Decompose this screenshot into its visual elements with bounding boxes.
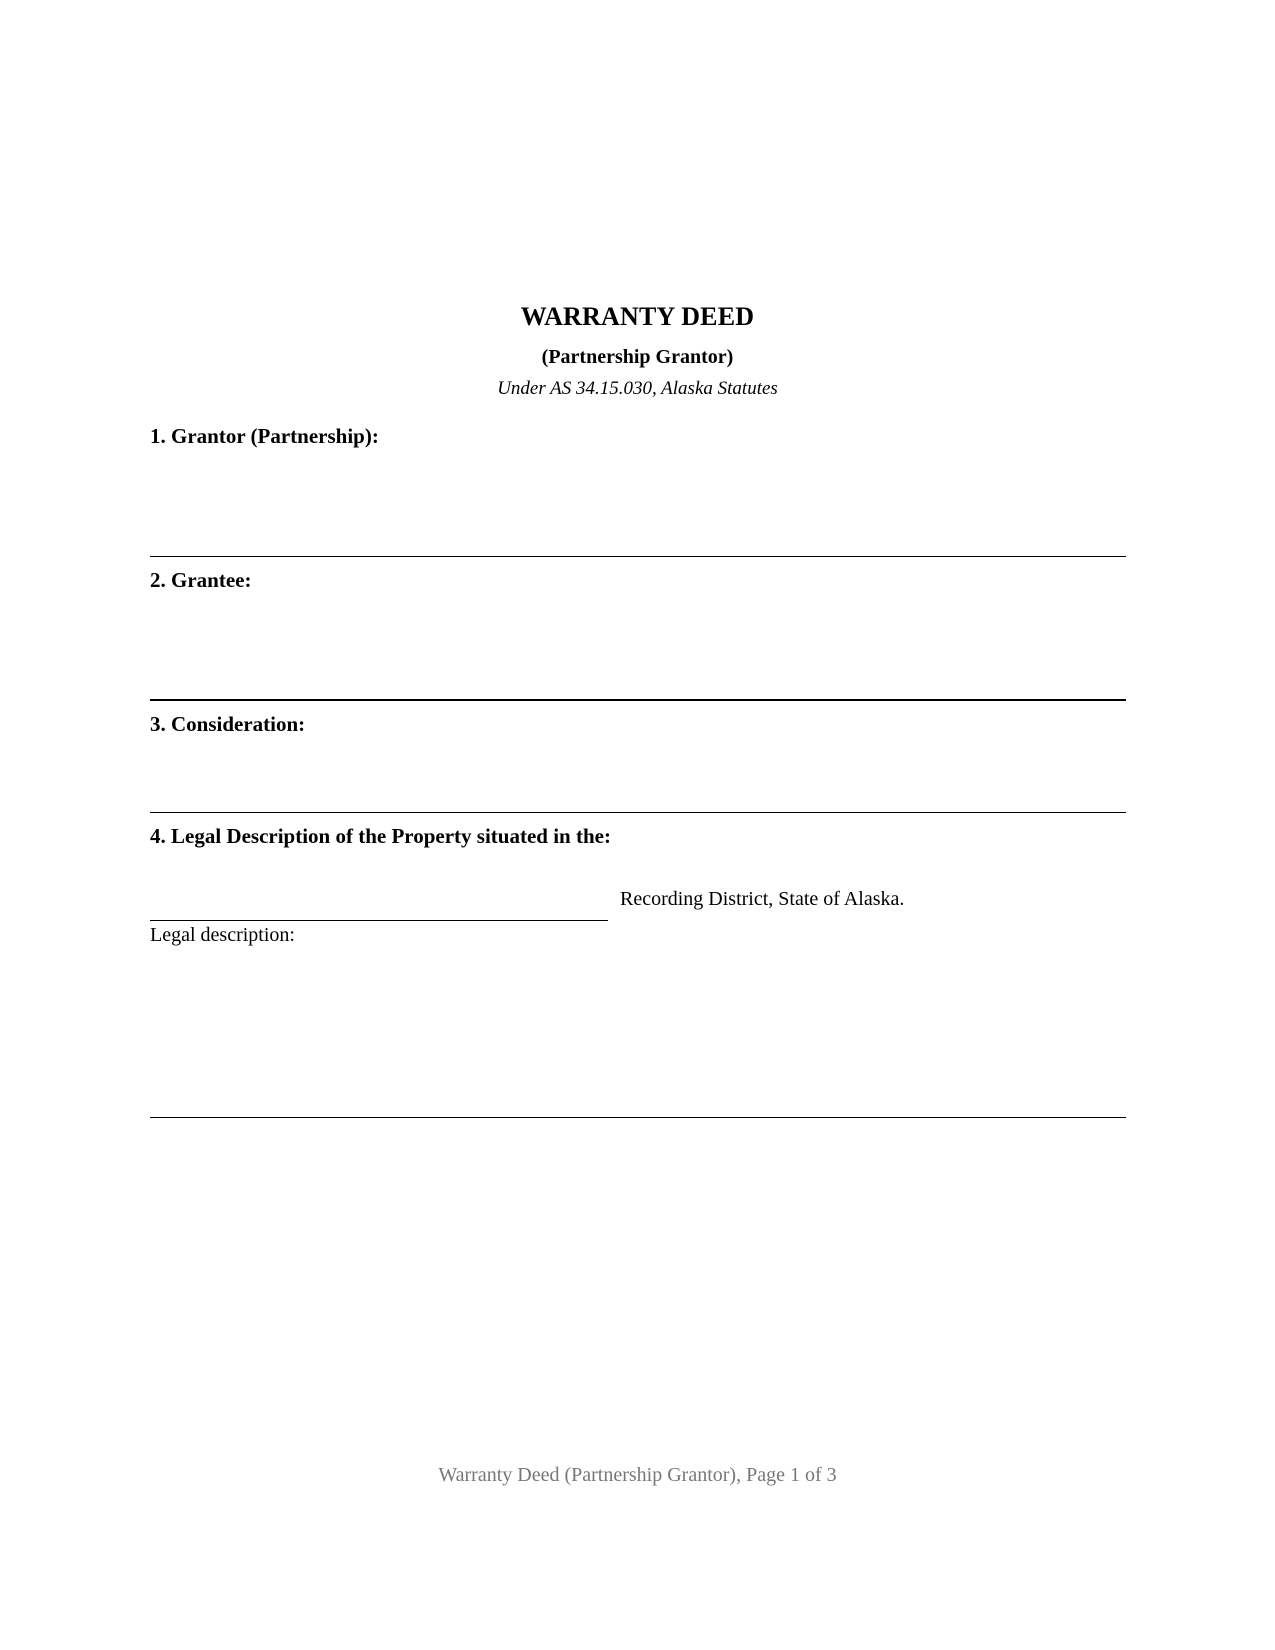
document-subtitle: (Partnership Grantor) [541, 346, 734, 368]
grantor-section-label: 1. Grantor (Partnership): [150, 424, 379, 448]
grantee-field-line[interactable] [150, 699, 1126, 701]
consideration-section-label: 3. Consideration: [150, 712, 306, 736]
legal-description-label: Legal description: [150, 924, 295, 946]
grantor-field-line[interactable] [150, 556, 1126, 557]
recording-district-field-line[interactable] [150, 920, 608, 921]
legal-description-field-line[interactable] [150, 1117, 1126, 1118]
document-title: WARRANTY DEED [520, 302, 755, 331]
statute-reference: Under AS 34.15.030, Alaska Statutes [497, 378, 778, 399]
legal-description-section-label: 4. Legal Description of the Property situated in the: [150, 824, 611, 848]
page-footer: Warranty Deed (Partnership Grantor), Page 1 of 3 [438, 1464, 837, 1486]
recording-district-suffix: Recording District, State of Alaska. [620, 888, 905, 910]
grantee-section-label: 2. Grantee: [150, 568, 252, 592]
consideration-field-line[interactable] [150, 812, 1126, 813]
